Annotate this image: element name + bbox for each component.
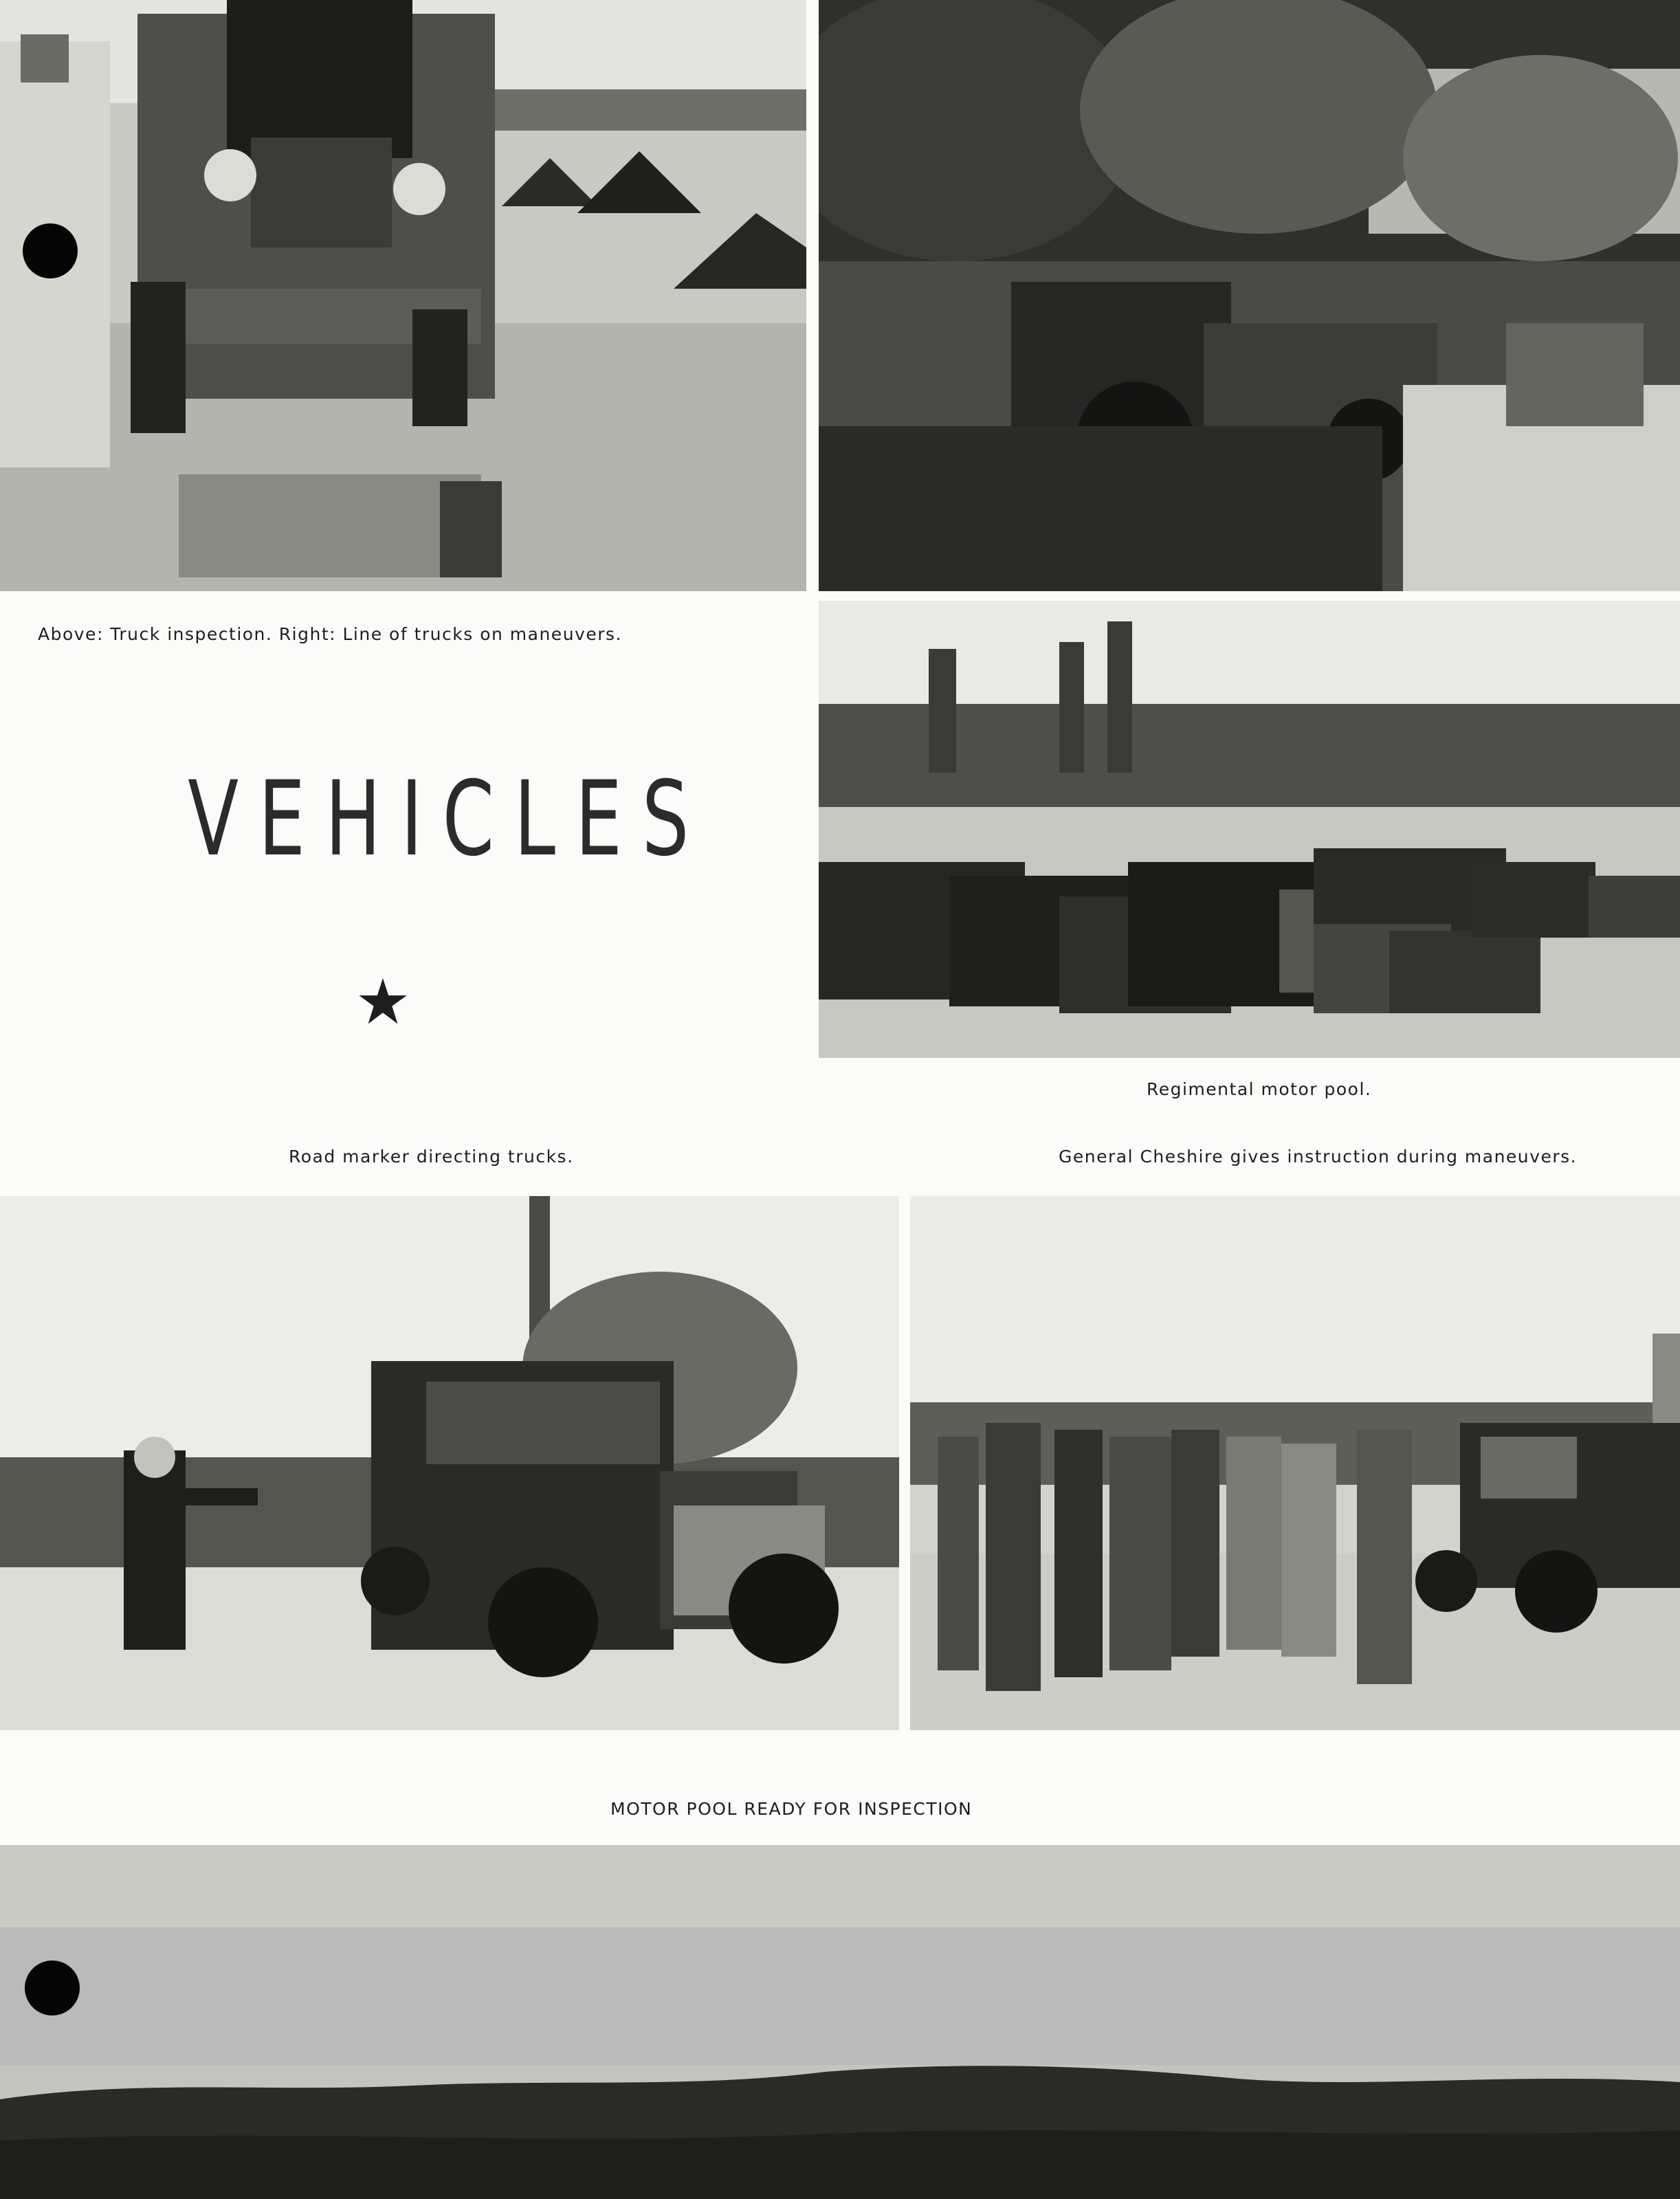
caption-motor-pool: Regimental motor pool. — [1147, 1079, 1372, 1099]
photo-motor-pool-inspection — [0, 1845, 1680, 2199]
photo-road-marker — [0, 1196, 899, 1730]
photo-regimental-motor-pool — [819, 601, 1680, 1058]
photo-general-cheshire — [910, 1196, 1680, 1730]
star-icon — [357, 976, 408, 1027]
caption-truck-inspection: Above: Truck inspection. Right: Line of trucks on maneuvers. — [38, 624, 622, 644]
caption-general-cheshire: General Cheshire gives instruction during maneuvers. — [1059, 1147, 1578, 1167]
photo-trucks-maneuvers — [819, 0, 1680, 591]
caption-motor-pool-inspection: MOTOR POOL READY FOR INSPECTION — [610, 1799, 973, 1819]
punch-hole-top — [23, 223, 78, 278]
photo-truck-inspection — [0, 0, 806, 591]
caption-road-marker: Road marker directing trucks. — [289, 1147, 574, 1167]
punch-hole-bottom — [25, 1960, 80, 2015]
page-title: VEHICLES — [188, 760, 709, 879]
